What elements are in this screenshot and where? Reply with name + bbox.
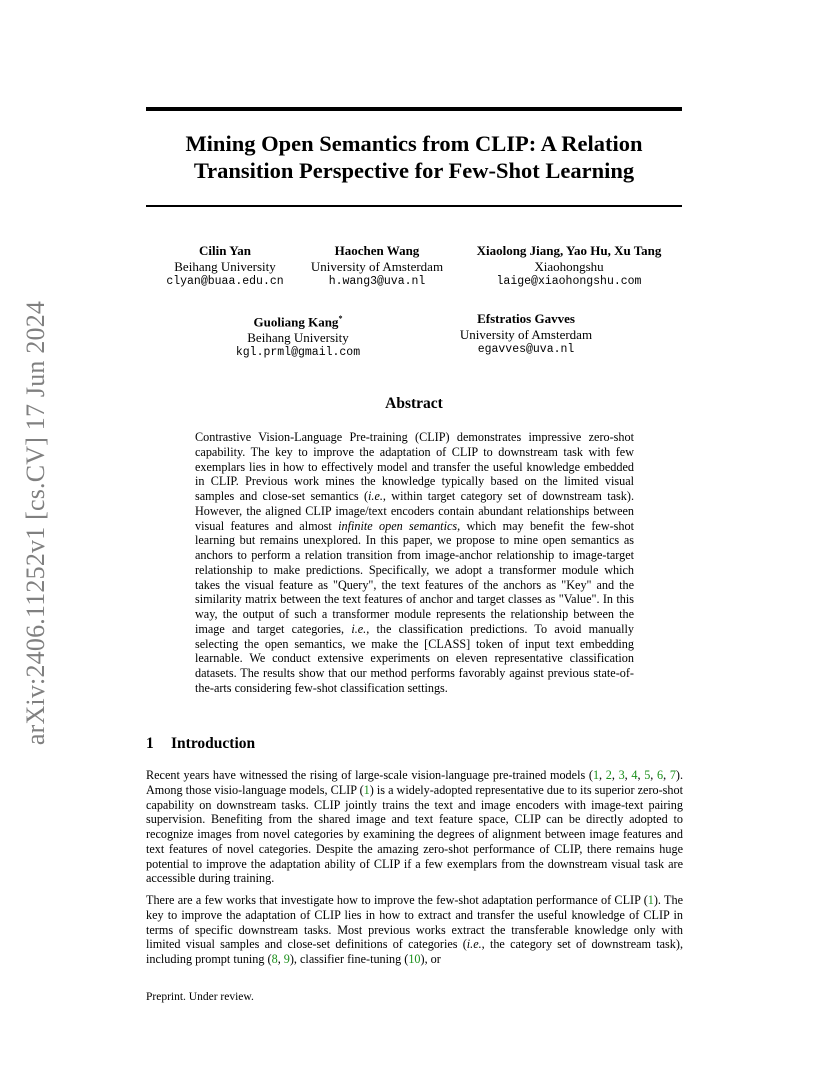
author-email[interactable]: h.wang3@uva.nl [328, 275, 426, 288]
footer-note: Preprint. Under review. [146, 991, 254, 1003]
author-email[interactable]: kgl.prml@gmail.com [235, 346, 361, 360]
author-affiliation: Xiaohongshu [534, 258, 604, 274]
author-name-text: Guoliang Kang [253, 314, 339, 330]
author-email[interactable]: clyan@buaa.edu.cn [166, 275, 284, 288]
citation-link[interactable]: 9 [283, 952, 290, 966]
section-heading-introduction [146, 735, 255, 753]
author-block-3 [460, 243, 678, 290]
citation-link[interactable]: 8 [271, 952, 278, 966]
author-affiliation: University of Amsterdam [310, 258, 444, 274]
citation-link[interactable]: 3 [618, 768, 625, 782]
citation-link[interactable]: 2 [605, 768, 612, 782]
intro-paragraph-2: There are a few works that investigate how to improve the few-shot adaptation performance of CLIP (1). The key to improve the adaptation of CLIP lies in how to extract and transfer the useful knowledge of CLIP in terms of specific downstream tasks. Most previous works extract the transferable knowledge only with limited visual samples and close-set definitions of categories (i.e., the category set of downstream task), including prompt tuning (8, 9), classifier fine-tuning (10), or [146, 893, 683, 966]
author-name [220, 311, 376, 330]
section-title: Introduction [171, 735, 256, 752]
author-affiliation: University of Amsterdam [459, 326, 593, 342]
intro-paragraph-1: Recent years have witnessed the rising of large-scale vision-language pre-trained models (1, 2, 3, 4, 5, 6, 7). Among those visio-language models, CLIP (1) is a widely-adopted representative due to its superior zero-shot capability on downstream tasks. CLIP jointly trains the text and image encoders with image-text pairing supervision. Benefiting from the shared image and text feature space, CLIP can be directly adopted to recognize images from novel categories by examining the degrees of alignment between image features and text features of novel categories. Despite the amazing zero-shot performance of CLIP, there remains huge potential to improve the adaptation ability of CLIP if a few exemplars from the downstream visual task are accessible during training. [146, 768, 684, 886]
paper-title: Mining Open Semantics from CLIP: A Relation Transition Perspective for Few-Shot Learning [185, 131, 643, 183]
citation-link[interactable]: 4 [631, 768, 638, 782]
author-name: Haochen Wang [334, 243, 420, 258]
citation-link[interactable]: 7 [669, 768, 676, 782]
author-email[interactable]: egavves@uva.nl [477, 343, 575, 356]
citation-link[interactable]: 5 [644, 768, 651, 782]
author-block-1 [150, 243, 300, 290]
citation-link[interactable]: 1 [647, 893, 654, 907]
author-block-4 [220, 311, 376, 361]
citation-link[interactable]: 6 [657, 768, 664, 782]
author-affiliation: Beihang University [174, 258, 276, 274]
author-name: Xiaolong Jiang, Yao Hu, Xu Tang [476, 243, 662, 258]
abstract-heading: Abstract [385, 395, 443, 412]
arxiv-stamp[interactable]: arXiv:2406.11252v1 [cs.CV] 17 Jun 2024 [21, 300, 50, 746]
author-name: Cilin Yan [199, 243, 251, 258]
abstract-text: Contrastive Vision-Language Pre-training (CLIP) demonstrates impressive zero-shot capability. The key to improve the adaptation of CLIP to downstream task with few exemplars lies in how to effectively model and transfer the useful knowledge embedded in CLIP. Previous work mines the knowledge typically based on the limited visual samples and close-set semantics (i.e., within target category set of downstream task). However, the aligned CLIP image/text encoders contain abundant relationships between visual features and almost infinite open semantics, which may benefit the few-shot learning but remains unexplored. In this paper, we propose to mine open semantics as anchors to perform a relation transition from image-anchor relationship to image-target relationship to make predictions. Specifically, we adopt a transformer module which takes the visual feature as "Query", the text features of the anchors as "Key" and the similarity matrix between the text features of anchor and target classes as "Value". In this way, the output of such a transformer module represents the relationship between the image and target categories, i.e., the classification predictions. To avoid manually selecting the open semantics, we make the [CLASS] token of input text embedding learnable. We conduct extensive experiments on eleven representative classification datasets. The results show that our method performs favorably against previous state-of-the-arts considering few-shot classification settings. [195, 430, 635, 695]
author-block-5 [440, 311, 612, 358]
citation-link[interactable]: 10 [408, 952, 421, 966]
citation-link[interactable]: 1 [363, 782, 370, 797]
author-block-2 [300, 243, 454, 290]
citation-link[interactable]: 1 [592, 768, 600, 782]
author-affiliation: Beihang University [247, 329, 349, 345]
author-email[interactable]: laige@xiaohongshu.com [496, 275, 642, 288]
title-top-rule [146, 107, 682, 111]
title-bottom-rule [146, 205, 682, 207]
section-number: 1 [146, 735, 154, 752]
corresponding-author-marker: * [338, 314, 343, 323]
author-name: Efstratios Gavves [477, 311, 575, 326]
